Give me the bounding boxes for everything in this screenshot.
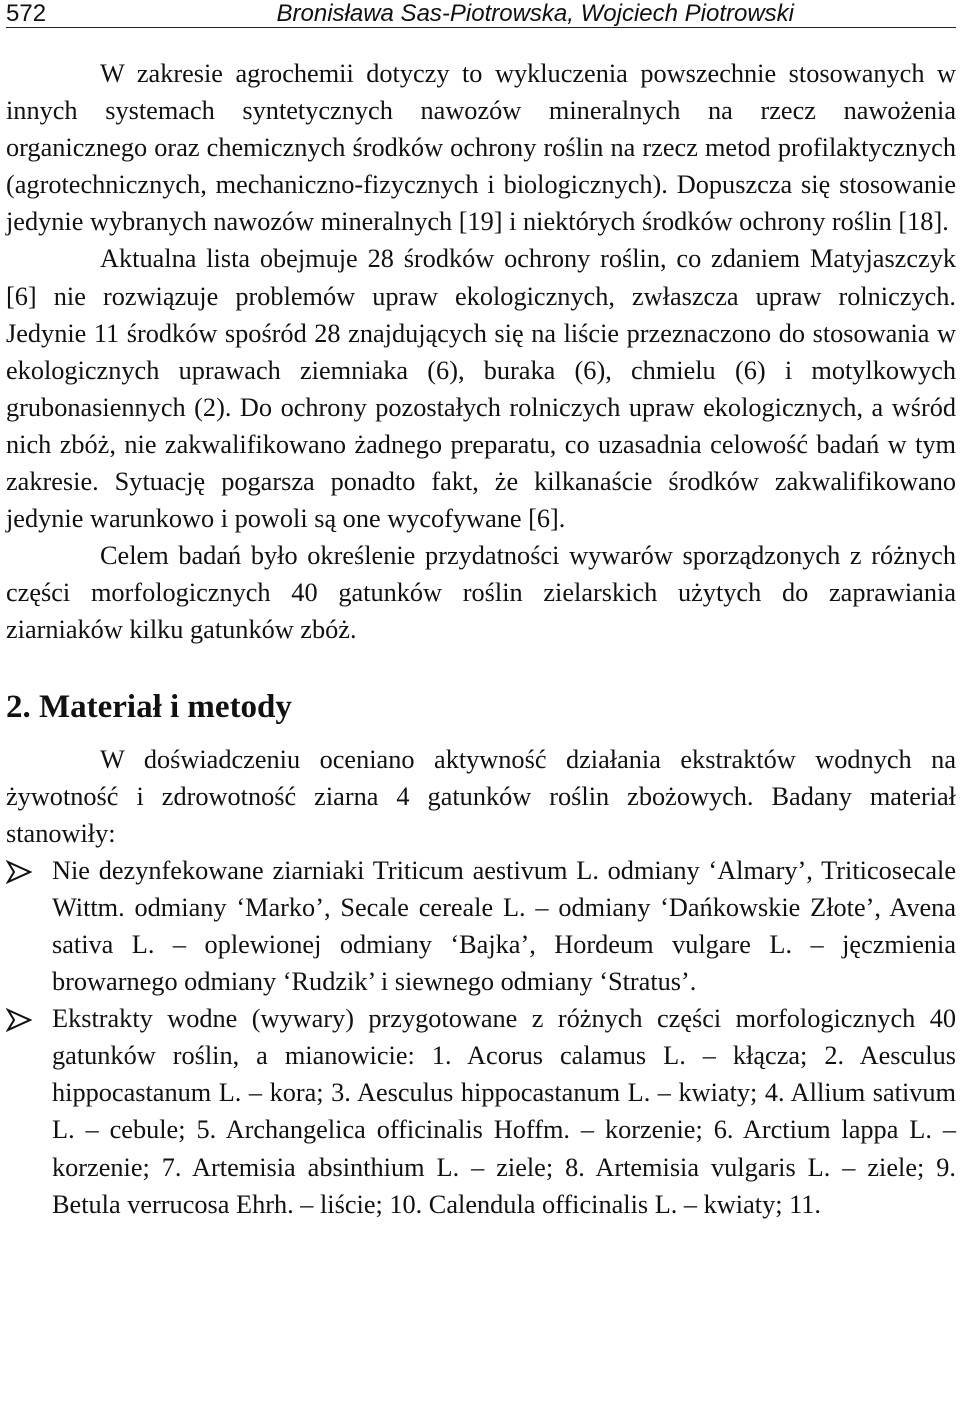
paragraph: W zakresie agrochemii dotyczy to wykluczenia powszechnie stosowanych w innych systemach syntetycznych nawozów mineralnych na rzecz nawożenia organicznego oraz chemicznych środków ochrony roślin na rzecz metod profilaktycznych (agrotechnicznych, mechaniczno-fizycznych i biologicznych). Dopuszcza się stosowanie jedynie wybranych nawozów mineralnych [19] i niektórych środków ochrony roślin [18]. [6, 59, 956, 237]
list-item [6, 852, 956, 1000]
section-heading: 2. Materiał i metody [6, 688, 292, 725]
paragraph: Aktualna lista obejmuje 28 środków ochrony roślin, co zdaniem Matyjaszczyk [6] nie rozwiązuje problemów upraw ekologicznych, zwłaszcza upraw rolniczych. Jedynie 11 środków spośród 28 znajdujących się na liście przeznaczono do stosowania w ekologicznych uprawach ziemniaka (6), buraka (6), chmielu (6) i motylkowych grubonasiennych (2). Do ochrony pozostałych rolniczych upraw ekologicznych, a wśród nich zbóż, nie zakwalifikowano żadnego preparatu, co uzasadnia celowość badań w tym zakresie. Sytuację pogarsza ponadto fakt, że kilkanaście środków zakwalifikowano jedynie warunkowo i powoli są one wycofywane [6]. [6, 244, 956, 534]
page-number: 572 [6, 0, 47, 27]
list-item-text: Ekstrakty wodne (wywary) przygotowane z różnych części morfologicznych 40 gatunków roślin, a mianowicie: 1. Acorus calamus L. – kłącza; 2. Aesculus hippocastanum L. – kora; 3. Aesculus hippocastanum L. – kwiaty; 4. Allium sativum L. – cebule; 5. Archangelica officinalis Hoffm. – korzenie; 6. Arctium lappa L. – korzenie; 7. Artemisia absinthium L. – ziele; 8. Artemisia vulgaris L. – ziele; 9. Betula verrucosa Ehrh. – liście; 10. Calendula officinalis L. – kwiaty; 11. [52, 1004, 956, 1219]
arrow-bullet-icon [6, 860, 32, 884]
section-lead-paragraph: W doświadczeniu oceniano aktywność działania ekstraktów wodnych na żywotność i zdrowotność ziarna 4 gatunków roślin zbożowych. Badany materiał stanowiły: [6, 744, 956, 848]
bullet-list [6, 852, 956, 1223]
body-text [6, 55, 956, 1223]
list-item-text: Nie dezynfekowane ziarniaki Triticum aestivum L. odmiany ‘Almary’, Triticosecale Wittm. odmiany ‘Marko’, Secale cereale L. – odmiany ‘Dańkowskie Złote’, Avena sativa L. – oplewionej odmiany ‘Bajka’, Hordeum vulgare L. – jęczmienia browarnego odmiany ‘Rudzik’ i siewnego odmiany ‘Stratus’. [52, 855, 956, 997]
paragraph: Celem badań było określenie przydatności wywarów sporządzonych z różnych części morfologicznych 40 gatunków roślin zielarskich użytych do zaprawiania ziarniaków kilku gatunków zbóż. [6, 541, 956, 645]
running-header [6, 0, 956, 28]
arrow-bullet-icon [6, 1008, 32, 1032]
list-item [6, 1000, 956, 1223]
running-header-authors: Bronisława Sas-Piotrowska, Wojciech Piotrowski [276, 0, 794, 27]
